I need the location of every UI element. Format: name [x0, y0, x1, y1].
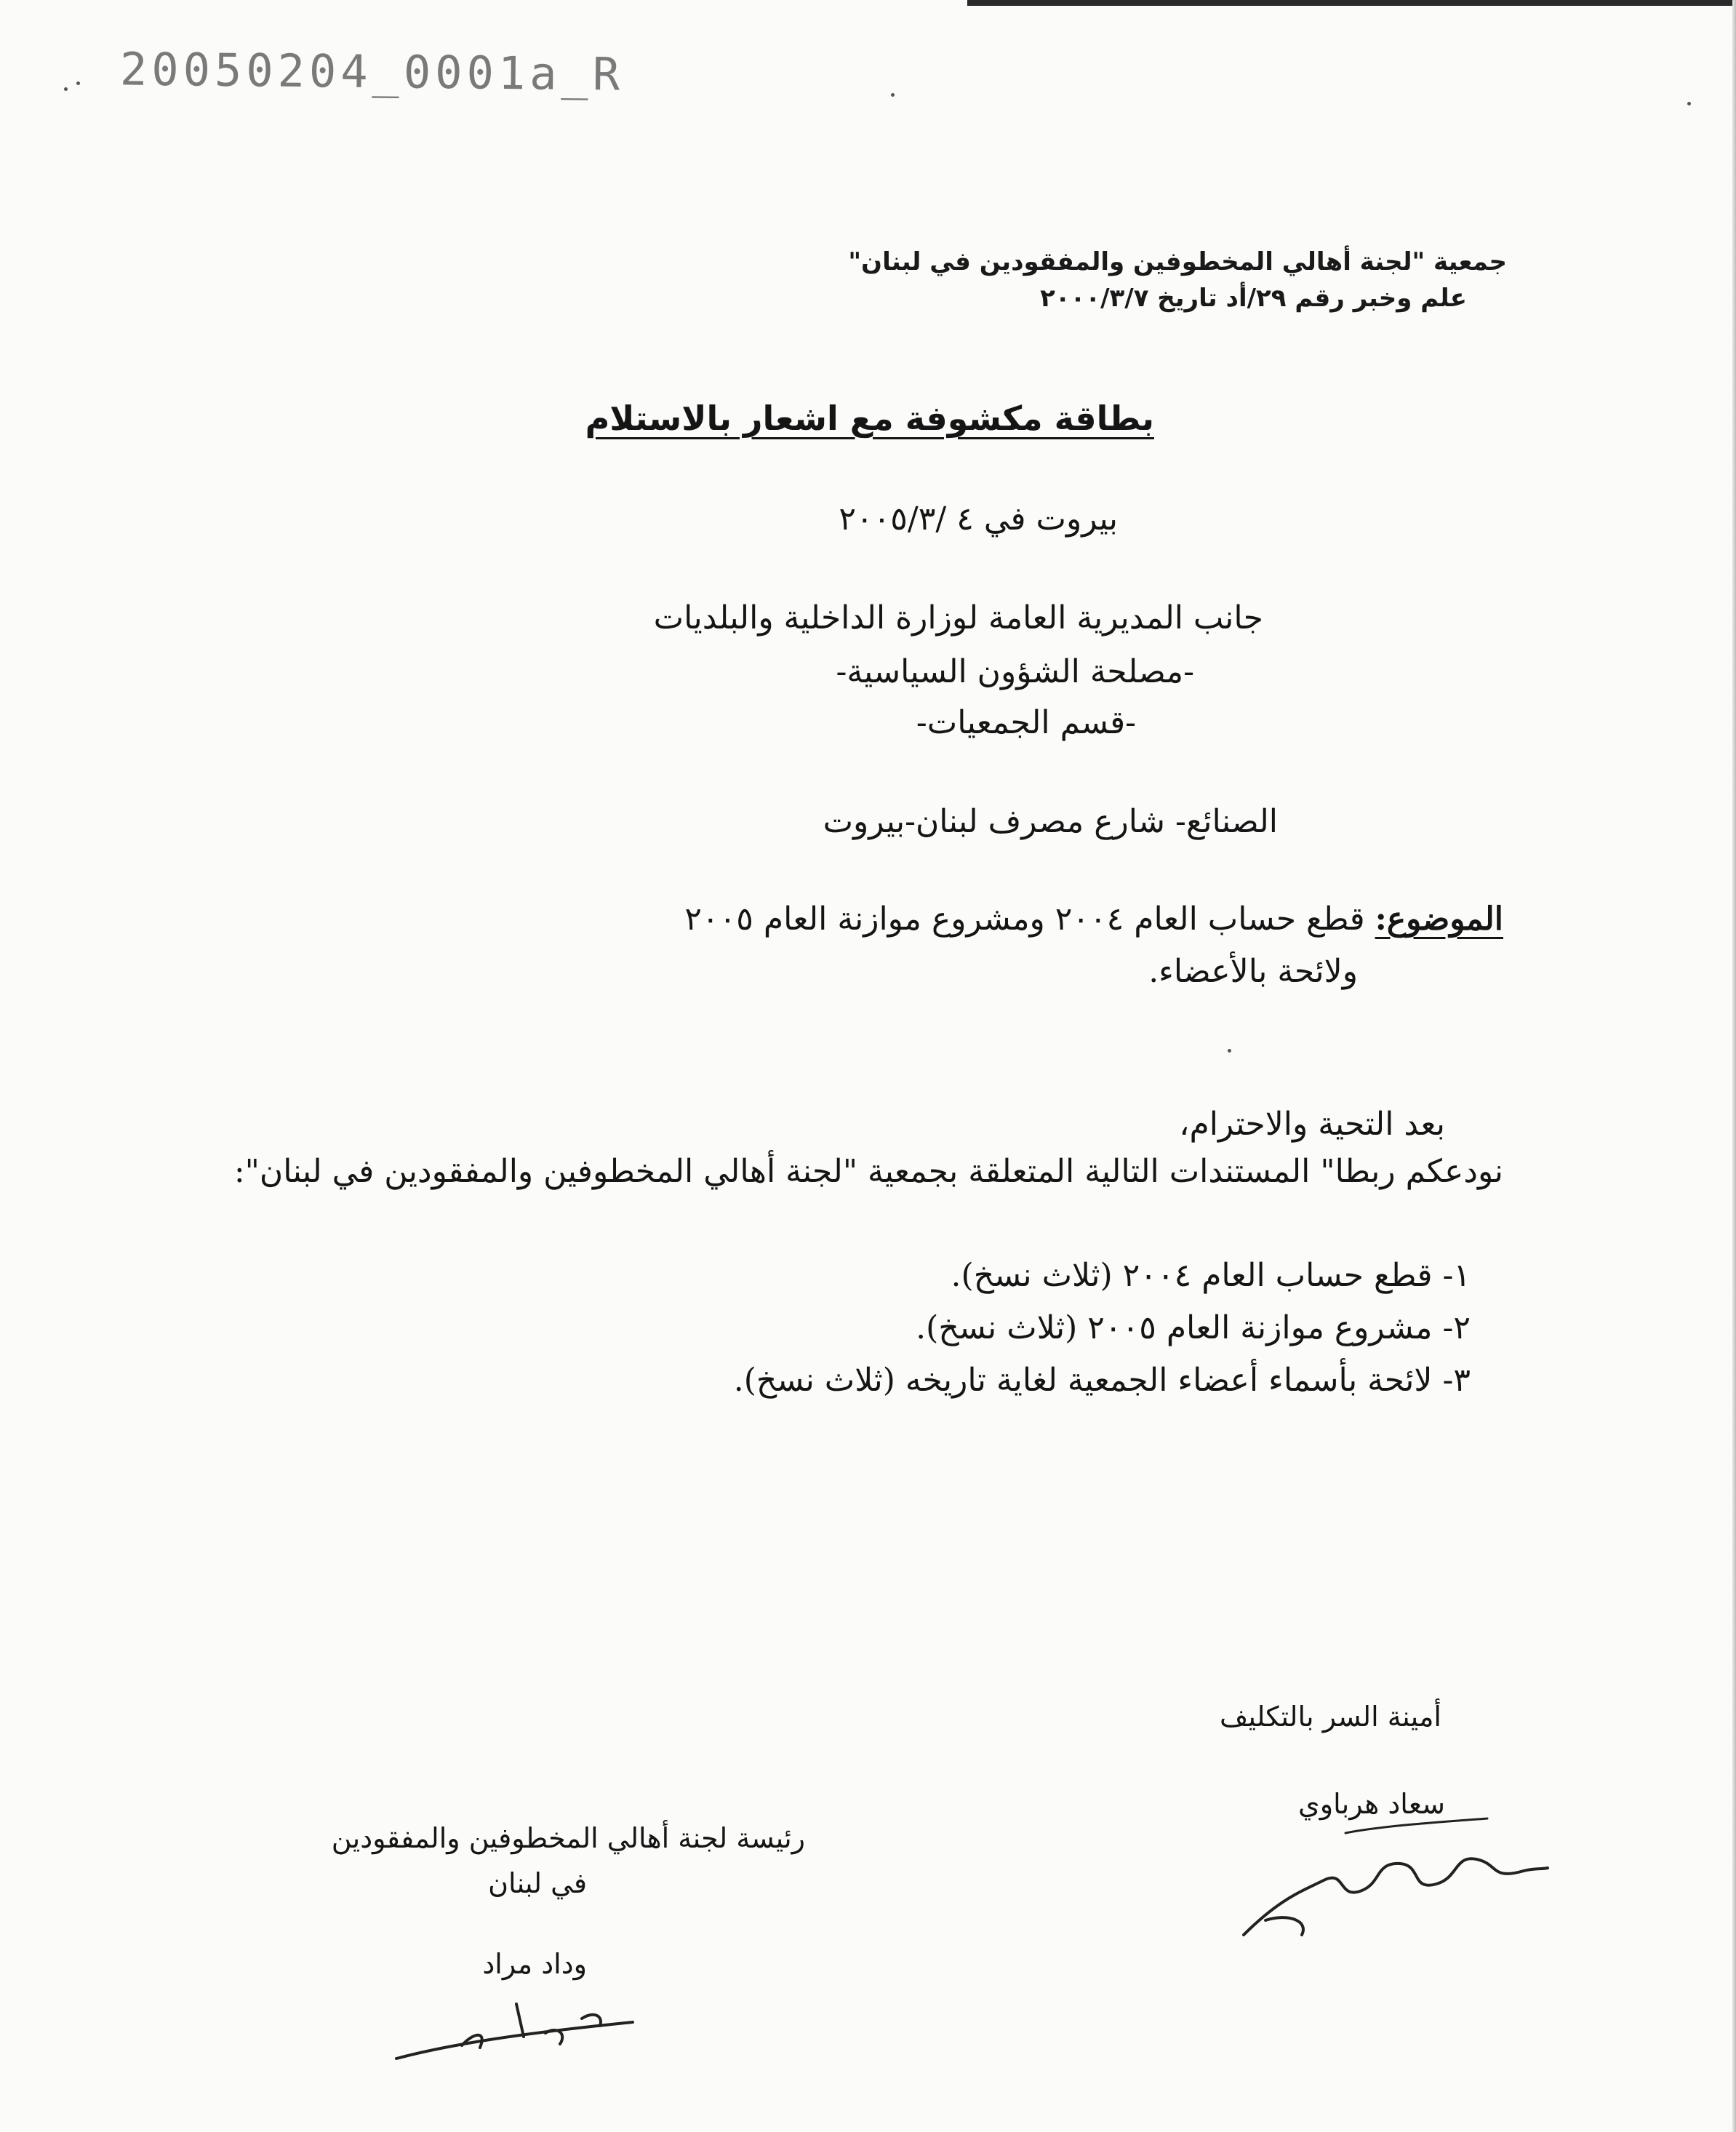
list-item: ٣- لائحة بأسماء أعضاء الجمعية لغاية تاريخه (ثلاث نسخ).: [733, 1362, 1471, 1399]
intro-paragraph: نودعكم ربطا" المستندات التالية المتعلقة بجمعية "لجنة أهالي المخطوفين والمفقودين في لبنان":: [233, 1153, 1503, 1190]
scan-right-edge: [1732, 0, 1736, 2132]
recipient-line1: جانب المديرية العامة لوزارة الداخلية والبلديات: [653, 599, 1263, 636]
secretary-signature: [1236, 1811, 1549, 1949]
handwritten-reference-code: 20050204_0001a_R: [119, 42, 625, 101]
secretary-name: سعاد هرباوي: [1297, 1788, 1445, 1820]
recipient-line2: -مصلحة الشؤون السياسية-: [836, 653, 1194, 690]
list-item: ٢- مشروع موازنة العام ٢٠٠٥ (ثلاث نسخ).: [916, 1309, 1471, 1346]
scan-top-edge: [967, 0, 1736, 6]
president-name: وداد مراد: [482, 1948, 587, 1980]
greeting: بعد التحية والاحترام،: [1179, 1106, 1445, 1143]
subject-label: الموضوع:: [1375, 901, 1503, 938]
president-role-line2: في لبنان: [488, 1867, 587, 1899]
scan-speck: [891, 93, 895, 97]
subject-continuation: ولائحة بالأعضاء.: [1148, 953, 1358, 990]
president-signature: [393, 1993, 640, 2073]
header-registration: علم وخبر رقم ٢٩/أد تاريخ ٢٠٠٠/٣/٧: [1040, 284, 1467, 313]
subject-text: قطع حساب العام ٢٠٠٤ ومشروع موازنة العام ٢٠٠٥: [684, 901, 1365, 938]
list-item: ١- قطع حساب العام ٢٠٠٤ (ثلاث نسخ).: [951, 1257, 1471, 1294]
scan-speck: [76, 81, 80, 85]
recipient-address: الصنائع- شارع مصرف لبنان-بيروت: [823, 803, 1278, 840]
subject-line: [684, 901, 1503, 938]
recipient-line3: -قسم الجمعيات-: [916, 704, 1136, 741]
secretary-role: أمينة السر بالتكليف: [1220, 1701, 1441, 1733]
president-role-line1: رئيسة لجنة أهالي المخطوفين والمفقودين: [331, 1822, 805, 1854]
scan-speck: [64, 87, 68, 91]
scan-speck: [1687, 102, 1691, 105]
header-organization: جمعية "لجنة أهالي المخطوفين والمفقودين في لبنان": [848, 247, 1507, 276]
scan-speck: [1228, 1049, 1231, 1053]
document-title: بطاقة مكشوفة مع اشعار بالاستلام: [585, 399, 1154, 438]
place-date: بيروت في ٤ /٢٠٠٥/٣: [839, 500, 1118, 538]
